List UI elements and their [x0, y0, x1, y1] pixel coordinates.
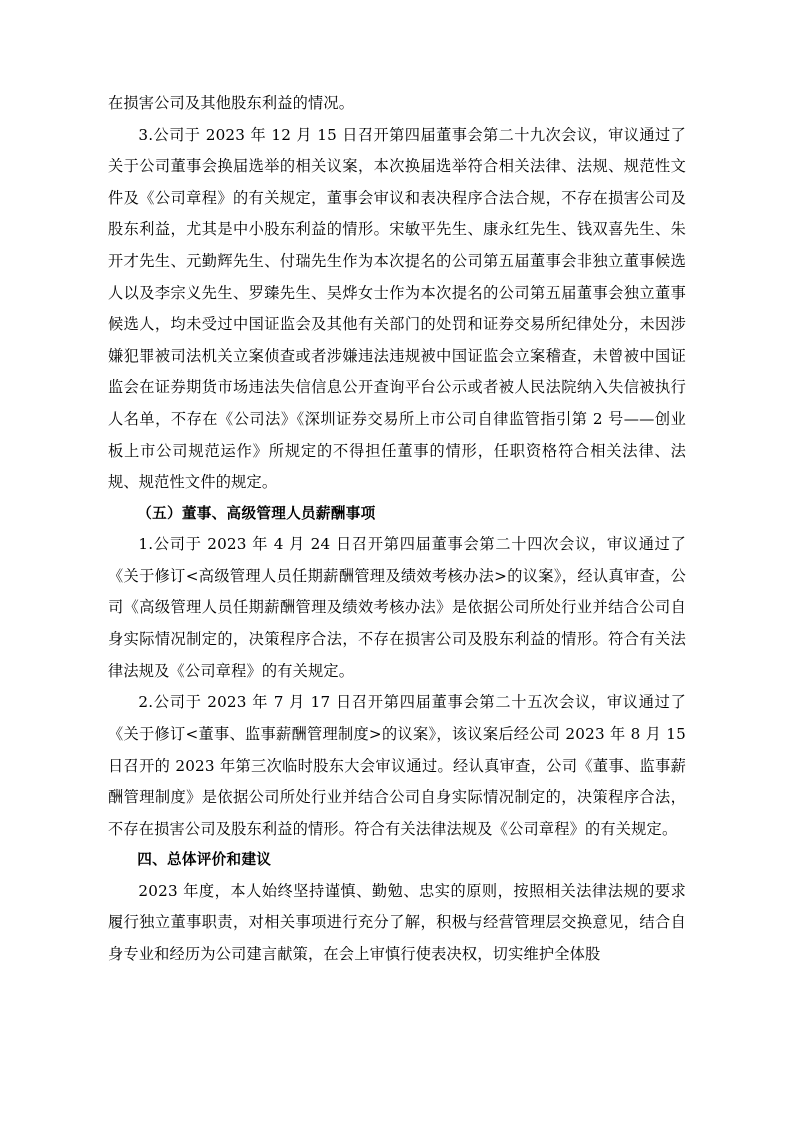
- heading-compensation-matters: （五）董事、高级管理人员薪酬事项: [137, 504, 376, 522]
- document-body: [108, 88, 686, 971]
- paragraph-board-election: 3.公司于 2023 年 12 月 15 日召开第四届董事会第二十九次会议，审议通过了关于公司董事会换届选举的相关议案，本次换届选举符合相关法律、法规、规范性文件及《公司章程》的有关规定，董事会审议和表决程序合法合规，不存在损害公司及股东利益，尤其是中小股东利益的情形。宋敏平先生、康永红先生、钱双喜先生、朱开才先生、元勤辉先生、付瑞先生作为本次提名的公司第五届董事会非独立董事候选人以及李宗义先生、罗臻先生、吴烨女士作为本次提名的公司第五届董事会独立董事候选人，均未受过中国证监会及其他有关部门的处罚和证券交易所纪律处分，未因涉嫌犯罪被司法机关立案侦查或者涉嫌违法违规被中国证监会立案稽查，未曾被中国证监会在证券期货市场违法失信信息公开查询平台公示或者被人民法院纳入失信被执行人名单，不存在《公司法》《深圳证券交易所上市公司自律监管指引第 2 号——创业板上市公司规范运作》所规定的不得担任董事的情形，任职资格符合相关法律、法规、规范性文件的规定。: [108, 125, 686, 492]
- paragraph-continuation: 在损害公司及其他股东利益的情况。: [108, 94, 355, 112]
- paragraph-compensation-system: 2.公司于 2023 年 7 月 17 日召开第四届董事会第二十五次会议，审议通过了《关于修订<董事、监事薪酬管理制度>的议案》，该议案后经公司 2023 年 8 月 15 日召开的 2023 年第三次临时股东大会审议通过。经认真审查，公司《董事、监事薪酬管理制度》是依据公司所处行业并结合公司自身实际情况制定的，决策程序合法，不存在损害公司及股东利益的情形。符合有关法律法规及《公司章程》的有关规定。: [108, 693, 686, 838]
- paragraph-compensation-measures: 1.公司于 2023 年 4 月 24 日召开第四届董事会第二十四次会议，审议通过了《关于修订<高级管理人员任期薪酬管理及绩效考核办法>的议案》，经认真审查，公司《高级管理人员任期薪酬管理及绩效考核办法》是依据公司所处行业并结合公司自身实际情况制定的，决策程序合法，不存在损害公司及股东利益的情形。符合有关法律法规及《公司章程》的有关规定。: [108, 535, 686, 680]
- paragraph-overall-evaluation: 2023 年度，本人始终坚持谨慎、勤勉、忠实的原则，按照相关法律法规的要求履行独立董事职责，对相关事项进行充分了解，积极与经营管理层交换意见，结合自身专业和经历为公司建言献策，在会上审慎行使表决权，切实维护全体股: [108, 881, 686, 963]
- heading-overall-evaluation: 四、总体评价和建议: [137, 851, 272, 869]
